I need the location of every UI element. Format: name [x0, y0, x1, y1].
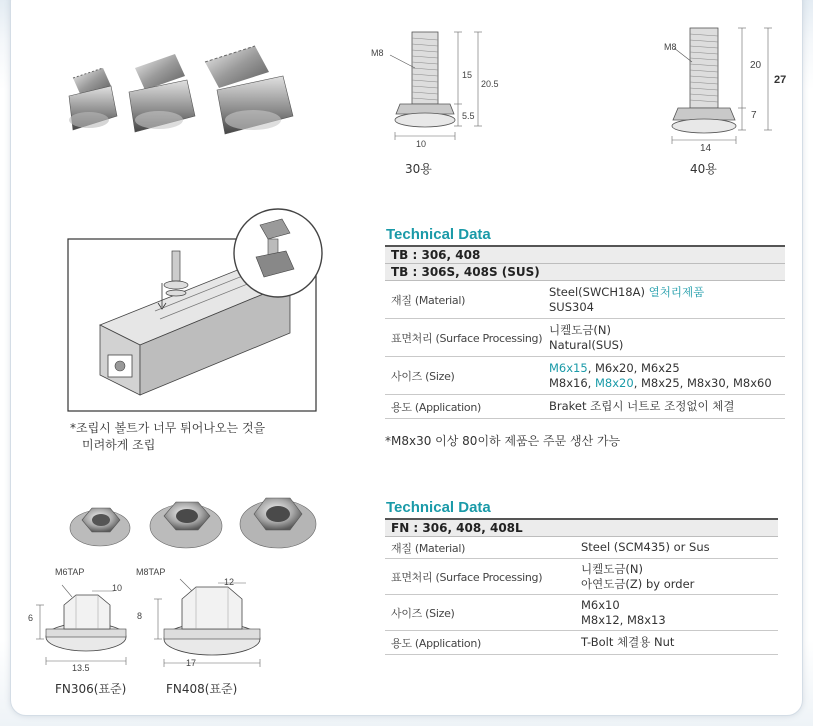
tb-size-m8x20: M8x20	[595, 375, 634, 390]
fn-value-material: Steel (SCM435) or Sus	[581, 537, 778, 559]
tb-header-row1	[385, 246, 785, 264]
fn-surface-v1: 니켈도금(N)	[581, 561, 644, 576]
tb-label-size: 사이즈 (Size)	[385, 357, 549, 395]
tb-tech-table	[385, 245, 785, 419]
tb-size-line1-rest: , M6x20, M6x25	[587, 360, 680, 375]
tb-header2: TB : 306S, 408S (SUS)	[385, 264, 785, 281]
tb-tech-title: Technical Data	[386, 226, 491, 243]
assembly-note	[70, 420, 265, 454]
tb-value-material	[549, 281, 785, 319]
fn-tech-table	[385, 518, 778, 655]
tb30-dim-20-5: 20.5	[481, 79, 499, 89]
t-bolt-large	[205, 46, 293, 134]
fn-label-material: 재질 (Material)	[385, 537, 581, 559]
tb-size-m8x16: M8x16,	[549, 375, 595, 390]
tb-size-line2-rest: , M8x25, M8x30, M8x60	[633, 375, 772, 390]
flange-nut-photo	[60, 480, 330, 560]
tb-surface-v1: 니켈도금(N)	[549, 322, 612, 337]
t-bolt-photo	[55, 40, 330, 150]
flange-nut-medium	[150, 502, 222, 548]
tb-material-sus: SUS304	[549, 299, 594, 314]
fn408-dim-12: 12	[224, 577, 235, 587]
fn-size-v2: M8x12, M8x13	[581, 612, 666, 627]
fn306-dim-6: 6	[28, 613, 34, 623]
fn-value-application: T-Bolt 체결용 Nut	[581, 631, 778, 655]
flange-nut-large	[240, 498, 316, 548]
tb-row-material	[385, 281, 785, 319]
fn-surface-v2: 아연도금(Z) by order	[581, 576, 695, 591]
fn306-caption: FN306(표준)	[55, 682, 127, 696]
fn-tech-title: Technical Data	[386, 499, 491, 516]
tb40-m8-label: M8	[664, 42, 677, 52]
fn-header-row	[385, 519, 778, 537]
tb-header-row2	[385, 264, 785, 281]
fn-value-surface	[581, 559, 778, 595]
tb-size-m6x15: M6x15	[549, 360, 588, 375]
fn-row-material	[385, 537, 778, 559]
tb-row-size	[385, 357, 785, 395]
fn-row-surface	[385, 559, 778, 595]
fn-header: FN : 306, 408, 408L	[385, 519, 778, 537]
tb-row-surface	[385, 319, 785, 357]
fn-size-v1: M6x10	[581, 597, 620, 612]
tb-row-application	[385, 395, 785, 419]
tb-note: *M8x30 이상 80이하 제품은 주문 생산 가능	[385, 434, 621, 448]
tb-value-surface	[549, 319, 785, 357]
tb-material-heat: 열처리제품	[648, 284, 705, 299]
fn-value-size	[581, 595, 778, 631]
fn-label-application: 용도 (Application)	[385, 631, 581, 655]
fn306-dim-10: 10	[112, 583, 123, 593]
tb30-m8-label: M8	[371, 48, 384, 58]
fn-row-size	[385, 595, 778, 631]
t-bolt-small	[69, 68, 117, 130]
tb-value-size	[549, 357, 785, 395]
tb40-dim-20: 20	[750, 60, 762, 71]
tb40-dim-14: 14	[700, 143, 712, 154]
fn408-caption: FN408(표준)	[166, 682, 238, 696]
tb30-drawing	[360, 22, 510, 157]
fn408-dim-8: 8	[137, 611, 143, 621]
fn408-tap-label: M8TAP	[136, 567, 166, 577]
tb40-caption: 40용	[690, 162, 717, 176]
fn-label-surface: 표면처리 (Surface Processing)	[385, 559, 581, 595]
tb40-drawing	[650, 18, 800, 158]
assembly-note-line2: 미려하게 조립	[82, 438, 156, 452]
tb-label-application: 용도 (Application)	[385, 395, 549, 419]
fn408-drawing	[154, 579, 260, 667]
tb40-dim-7: 7	[751, 110, 757, 121]
tb-material-steel: Steel(SWCH18A)	[549, 284, 649, 299]
tb40-dim-27: 27	[774, 74, 787, 86]
fn-label-size: 사이즈 (Size)	[385, 595, 581, 631]
assembly-illustration	[60, 205, 330, 415]
tb-value-application: Braket 조립시 너트로 조정없이 체결	[549, 395, 785, 419]
tb-label-surface: 표면처리 (Surface Processing)	[385, 319, 549, 357]
assembly-note-line1: *조립시 볼트가 너무 튀어나오는 것을	[70, 421, 266, 435]
fn306-drawing	[36, 585, 126, 665]
t-bolt-medium	[129, 54, 195, 132]
tb-surface-v2: Natural(SUS)	[549, 337, 624, 352]
fn306-dim-13-5: 13.5	[72, 663, 90, 673]
fn306-tap-label: M6TAP	[55, 567, 85, 577]
tb-header1: TB : 306, 408	[385, 246, 785, 264]
tb30-dim-5-5: 5.5	[462, 111, 475, 121]
tb30-dim-10: 10	[416, 139, 427, 149]
fn-drawings	[22, 575, 282, 675]
tb30-caption: 30용	[405, 162, 432, 176]
flange-nut-small	[70, 508, 130, 546]
fn408-dim-17: 17	[186, 658, 197, 668]
tb-label-material: 재질 (Material)	[385, 281, 549, 319]
fn-row-application	[385, 631, 778, 655]
tb30-dim-15: 15	[462, 70, 473, 80]
